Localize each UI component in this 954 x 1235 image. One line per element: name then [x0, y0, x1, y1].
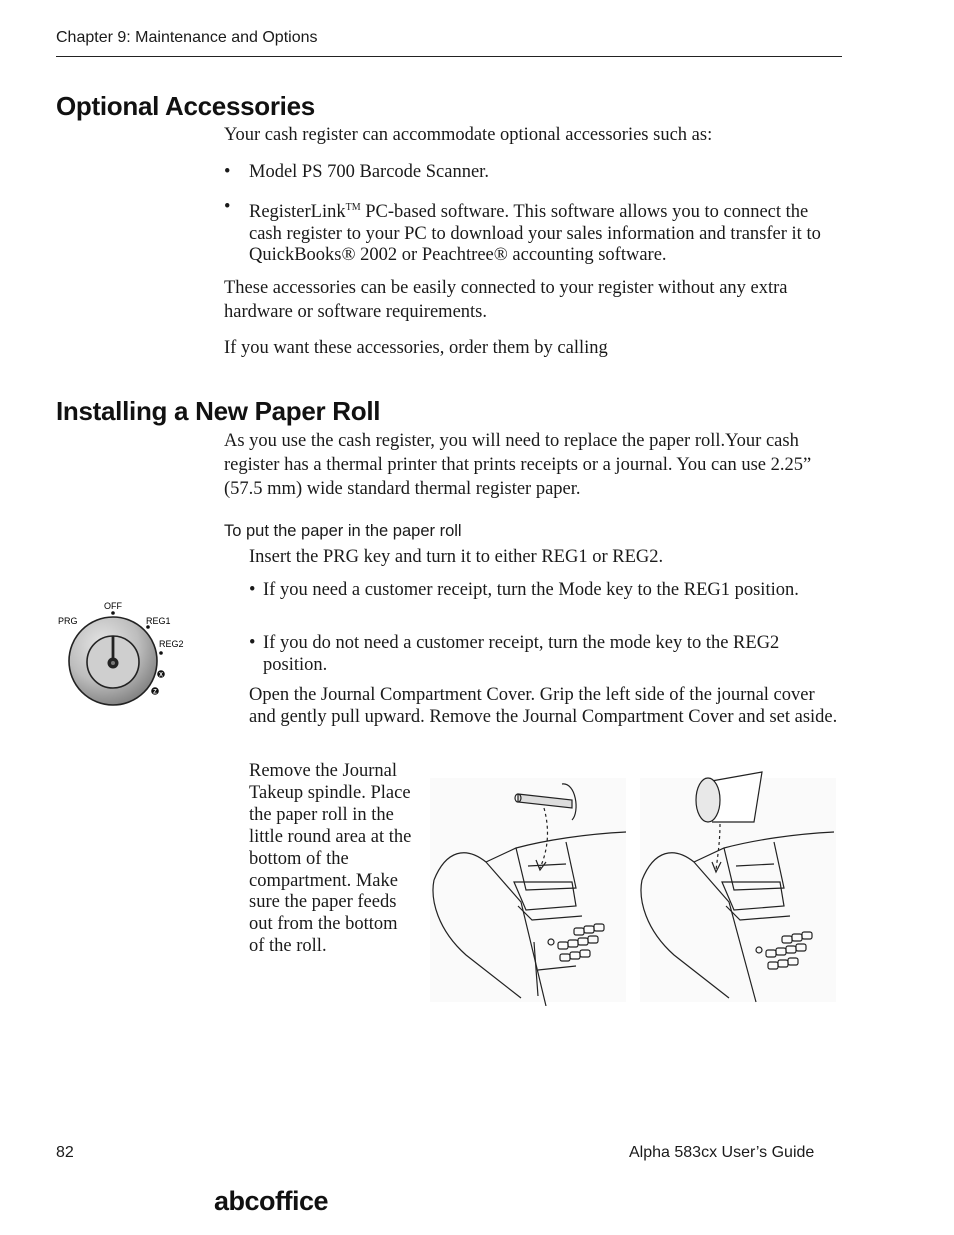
sub-item-reg2 [249, 632, 844, 676]
dial-label-z: Z [153, 689, 157, 696]
trademark-mark: TM [345, 202, 361, 213]
registerlink-name: RegisterLink [249, 202, 346, 223]
page-number: 82 [56, 1144, 74, 1161]
registerlink-description: PC-based software. This software allows you to connect the cash register to your PC to download your sales information and transfer it to QuickBooks® 2002 or Peachtree® accounting software. [249, 202, 821, 266]
sub-item-reg1 [249, 579, 844, 601]
order-instructions: If you want these accessories, order them by calling [224, 338, 608, 358]
procedure-step-3: Remove the Journal Takeup spindle. Place the paper roll in the little round area at the bottom of the compartment. Make sure the paper feeds out from the bottom of the roll. [249, 761, 412, 957]
paper-roll [696, 772, 762, 822]
accessories-note: These accessories can be easily connected to your register without any extra hardware or software requirements. [224, 278, 788, 322]
accessory-item-barcode-scanner [224, 161, 844, 184]
procedure-step-2: Open the Journal Compartment Cover. Grip the left side of the journal cover and gently pull upward. Remove the Journal Compartment Cover and set aside. [249, 685, 838, 727]
bullet-dot: • [224, 162, 231, 182]
accessory-item-registerlink [224, 197, 844, 267]
running-header: Chapter 9: Maintenance and Options [56, 29, 318, 46]
section-heading-installing-paper-roll: Installing a New Paper Roll [56, 396, 381, 426]
mode-key-dial-illustration [52, 596, 202, 712]
procedure-step-1: Insert the PRG key and turn it to either REG1 or REG2. [249, 547, 664, 567]
dial-label-reg1: REG1 [146, 616, 171, 626]
section-heading-optional-accessories: Optional Accessories [56, 91, 315, 121]
sub-item-text: If you do not need a customer receipt, turn the mode key to the REG2 position. [263, 633, 780, 675]
dial-label-x: X [158, 672, 164, 679]
bullet-dot: • [224, 197, 231, 217]
dial-label-prg: PRG [58, 616, 78, 626]
paper-roll-intro: As you use the cash register, you will need to replace the paper roll.Your cash register has a thermal printer that prints receipts or a journal. You can use 2.25” (57.5 mm) wide standard thermal register paper. [224, 431, 812, 499]
paper-roll-illustrations [426, 770, 838, 1006]
dial-label-reg2: REG2 [159, 639, 184, 649]
accessories-intro: Your cash register can accommodate optional accessories such as: [224, 125, 713, 145]
brand-logo: abcoffice [214, 1186, 329, 1216]
bullet-dot: • [249, 580, 256, 600]
sub-item-text: If you need a customer receipt, turn the Mode key to the REG1 position. [263, 580, 799, 600]
guide-title: Alpha 583cx User’s Guide [629, 1144, 815, 1161]
bullet-dot: • [249, 633, 256, 653]
accessory-item-text [249, 197, 844, 267]
key-hub-highlight [111, 661, 115, 665]
dial-label-off: OFF [104, 601, 122, 611]
header-rule [56, 56, 842, 57]
register-illustration-remove-spindle [430, 778, 626, 1006]
position-dot-reg2 [159, 651, 163, 655]
accessory-item-text: Model PS 700 Barcode Scanner. [249, 162, 489, 182]
procedure-title: To put the paper in the paper roll [224, 522, 462, 540]
register-illustration-place-roll [640, 772, 836, 1002]
position-dot-off [111, 611, 115, 615]
